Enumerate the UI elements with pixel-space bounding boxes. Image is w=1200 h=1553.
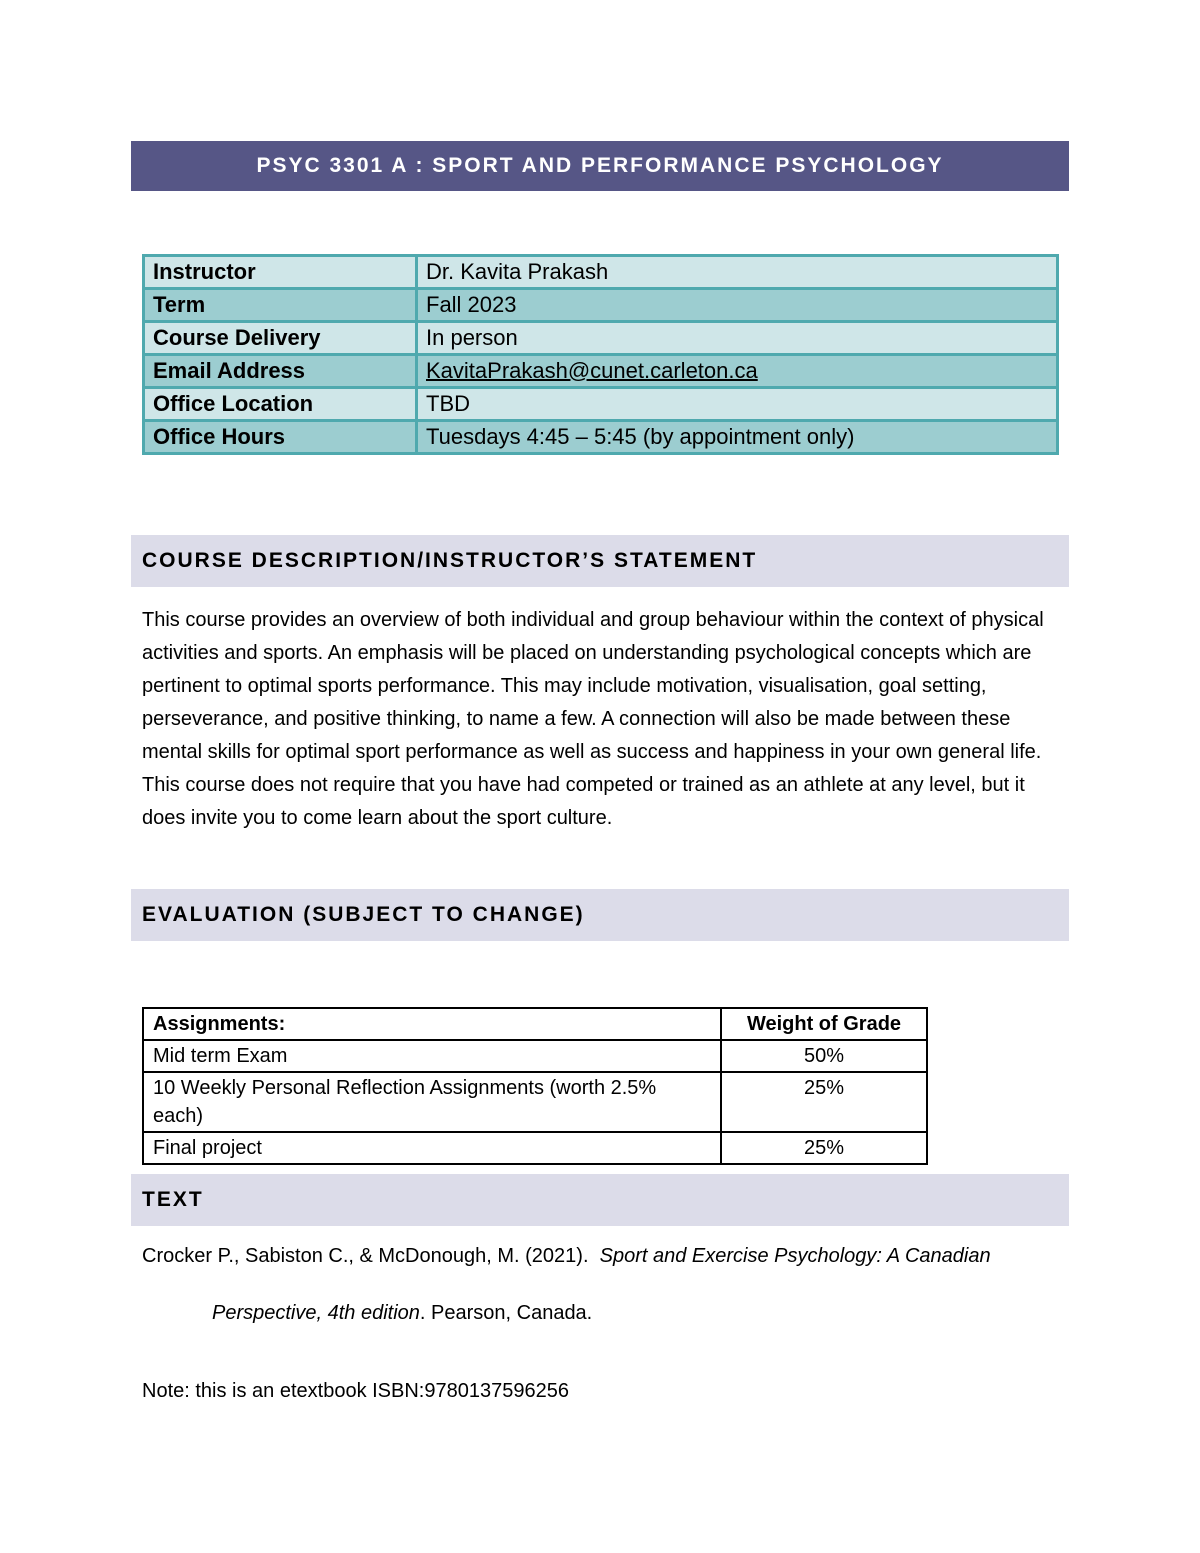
info-value: TBD	[417, 388, 1058, 421]
course-info-table	[142, 254, 1059, 455]
info-label: Office Location	[144, 388, 417, 421]
info-label: Instructor	[144, 256, 417, 289]
info-value: In person	[417, 322, 1058, 355]
evaluation-header-row	[143, 1008, 927, 1040]
info-label: Email Address	[144, 355, 417, 388]
reference-title-part1: Sport and Exercise Psychology: A Canadian	[599, 1245, 991, 1267]
info-row-office-hours	[144, 421, 1058, 454]
info-value-cell	[417, 355, 1058, 388]
info-row-term	[144, 289, 1058, 322]
textbook-reference-line1	[142, 1245, 991, 1268]
assignment-cell: Mid term Exam	[143, 1040, 721, 1072]
reference-publisher: . Pearson, Canada.	[419, 1302, 593, 1324]
info-row-email	[144, 355, 1058, 388]
info-value: Fall 2023	[417, 289, 1058, 322]
reference-authors: Crocker P., Sabiston C., & McDonough, M. (2021).	[142, 1245, 589, 1267]
info-value: Dr. Kavita Prakash	[417, 256, 1058, 289]
etextbook-note: Note: this is an etextbook ISBN:9780137596256	[142, 1380, 569, 1402]
table-row	[143, 1040, 927, 1072]
evaluation-table	[142, 1007, 928, 1165]
table-row	[143, 1072, 927, 1132]
info-row-delivery	[144, 322, 1058, 355]
table-row	[143, 1132, 927, 1164]
description-heading: COURSE DESCRIPTION/INSTRUCTOR’S STATEMENT	[131, 535, 1069, 587]
info-row-office-location	[144, 388, 1058, 421]
info-row-instructor	[144, 256, 1058, 289]
info-value: Tuesdays 4:45 – 5:45 (by appointment only)	[417, 421, 1058, 454]
email-link[interactable]: KavitaPrakash@cunet.carleton.ca	[426, 358, 758, 383]
description-body: This course provides an overview of both individual and group behaviour within the context of physical activities and sports. An emphasis will be placed on understanding psychological concepts which are pertinent to optimal sports performance. This may include motivation, visualisation, goal setting, perseverance, and positive thinking, to name a few. A connection will also be made between these mental skills for optimal sport performance as well as success and happiness in your own general life. This course does not require that you have had competed or trained as an athlete at any level, but it does invite you to come learn about the sport culture.	[142, 609, 1044, 829]
text-heading: TEXT	[131, 1174, 1069, 1226]
assignment-cell: 10 Weekly Personal Reflection Assignments (worth 2.5% each)	[143, 1072, 721, 1132]
weight-cell: 25%	[721, 1072, 927, 1132]
info-label: Office Hours	[144, 421, 417, 454]
column-header-weight: Weight of Grade	[721, 1008, 927, 1040]
reference-title-part2: Perspective, 4th edition	[212, 1302, 420, 1324]
weight-cell: 50%	[721, 1040, 927, 1072]
evaluation-heading: EVALUATION (SUBJECT TO CHANGE)	[131, 889, 1069, 941]
weight-cell: 25%	[721, 1132, 927, 1164]
info-label: Course Delivery	[144, 322, 417, 355]
info-label: Term	[144, 289, 417, 322]
course-title: PSYC 3301 A : SPORT AND PERFORMANCE PSYCHOLOGY	[131, 141, 1069, 191]
assignment-cell: Final project	[143, 1132, 721, 1164]
textbook-reference-line2	[212, 1302, 592, 1325]
column-header-assignment: Assignments:	[143, 1008, 721, 1040]
